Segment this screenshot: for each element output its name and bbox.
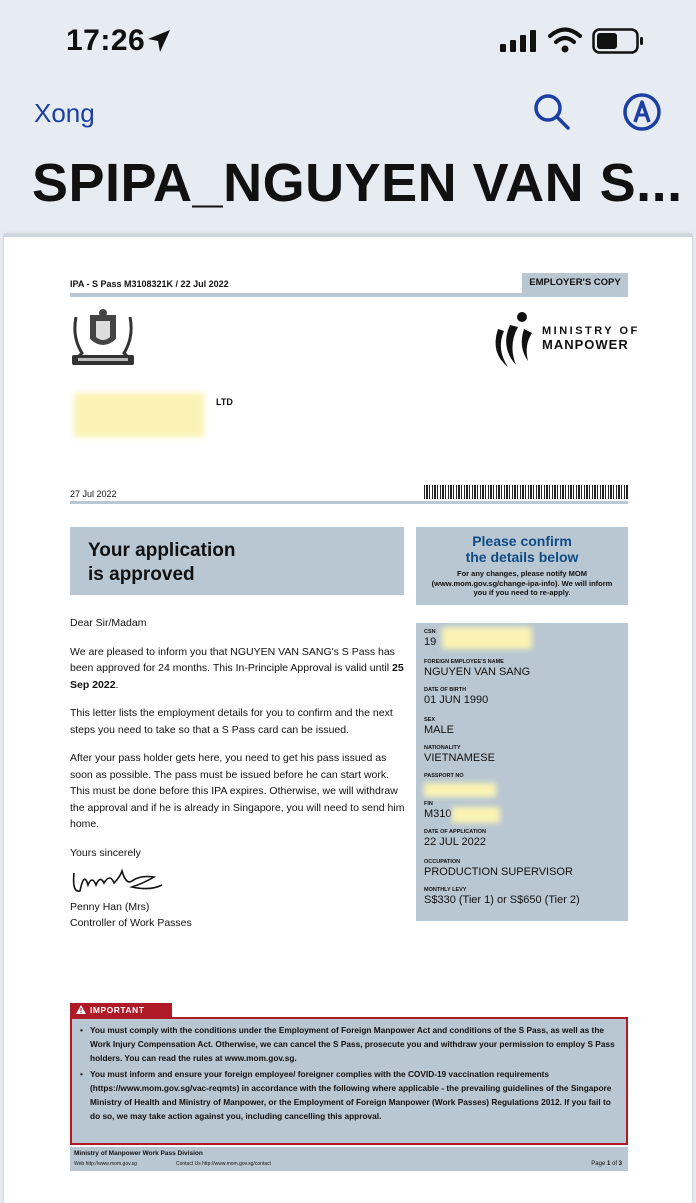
redacted-passport	[424, 783, 496, 797]
occupation-value: PRODUCTION SUPERVISOR	[424, 866, 573, 878]
paragraph-details: This letter lists the employment details for you to confirm and the next steps you need to take so that a S Pass card can be issued.	[70, 707, 393, 736]
page-mid: of	[610, 1161, 619, 1167]
important-list	[78, 1023, 618, 1123]
important-label: IMPORTANT	[90, 1005, 145, 1015]
ministry-logo-text	[542, 325, 640, 351]
cellular-signal-icon	[500, 30, 538, 57]
page-footer	[70, 1147, 628, 1171]
detail-dob	[424, 687, 488, 706]
occupation-label: OCCUPATION	[424, 859, 461, 865]
markup-pen-icon[interactable]	[622, 92, 662, 137]
battery-icon	[592, 28, 646, 59]
csn-value: 19	[424, 636, 437, 648]
levy-value: S$330 (Tier 1) or S$650 (Tier 2)	[424, 894, 580, 906]
redacted-fin	[452, 807, 500, 823]
header-reference: IPA - S Pass M3108321K / 22 Jul 2022	[70, 279, 229, 289]
nationality-value: VIETNAMESE	[424, 752, 495, 764]
levy-label: MONTHLY LEVY	[424, 887, 467, 893]
detail-fin	[424, 801, 452, 820]
sex-label: SEX	[424, 717, 436, 723]
paragraph-approval-end: .	[115, 678, 119, 691]
ministry-logo-icon	[488, 309, 540, 378]
important-item: • You must comply with the conditions under the Employment of Foreign Manpower Act and conditions of the S Pass, as well as the Work Injury Compensation Act. Otherwise, we can cancel the S Pass, prosecute you and withdraw your permission to employ S Pass holders. You can read the rules at www.mom.gov.sg.	[78, 1023, 618, 1065]
copy-label: EMPLOYER'S COPY	[522, 273, 628, 293]
dob-label: DATE OF BIRTH	[424, 687, 467, 693]
footer-page-number	[591, 1161, 622, 1167]
employee-details-panel	[416, 623, 628, 921]
letter-date: 27 Jul 2022	[70, 489, 117, 499]
confirm-title: Please confirm the details below	[465, 533, 579, 565]
closing: Yours sincerely	[70, 846, 141, 859]
name-label: FOREIGN EMPLOYEE'S NAME	[424, 659, 504, 665]
barcode	[424, 485, 628, 499]
fin-label: FIN	[424, 801, 433, 807]
logo-line-1: MINISTRY OF	[542, 325, 640, 337]
salutation: Dear Sir/Madam	[70, 617, 147, 629]
csn-label: CSN	[424, 629, 436, 635]
status-time: 17:26	[66, 24, 146, 57]
paragraph-approval	[70, 644, 406, 694]
nav-bar	[0, 80, 696, 150]
doa-label: DATE OF APPLICATION	[424, 829, 486, 835]
name-value: NGUYEN VAN SANG	[424, 666, 531, 678]
footer-web: Web http://www.mom.gov.sg	[74, 1161, 137, 1167]
footer-contact: Contact Us http://www.mom.gov.sg/contact	[176, 1161, 271, 1167]
paragraph-approval-text: We are pleased to inform you that NGUYEN VAN SANG's S Pass has been approved for 24 months. This In-Principle Approval is valid until	[70, 645, 395, 674]
logo-line-2: MANPOWER	[542, 337, 629, 352]
warning-icon	[76, 1005, 86, 1014]
redacted-address	[74, 393, 204, 437]
important-box	[70, 1017, 628, 1145]
redacted-csn	[442, 627, 532, 649]
page-current: 1	[606, 1161, 611, 1167]
singapore-crest-icon	[68, 307, 138, 374]
signer-name: Penny Han (Mrs)	[70, 901, 150, 913]
signature-icon	[70, 867, 166, 902]
confirm-note: For any changes, please notify MOM (www.mom.gov.sg/change-ipa-info). We will inform you if you need to re-apply.	[431, 569, 613, 597]
paragraph-instructions: After your pass holder gets here, you need to get his pass issued as soon as possible. The pass must be issued before he can start work. This must be done before this IPA expires. Otherwise, we will withdraw the approval and if he is already in Singapore, you will need to send him home.	[70, 752, 405, 830]
date-rule	[70, 501, 628, 504]
approved-banner	[70, 527, 404, 595]
approved-title: Your application is approved	[88, 540, 236, 585]
header-rule	[70, 293, 628, 297]
signer-title: Controller of Work Passes	[70, 917, 192, 929]
detail-name	[424, 659, 530, 678]
footer-division: Ministry of Manpower Work Pass Division	[74, 1150, 203, 1157]
address-company-suffix: LTD	[216, 397, 233, 407]
detail-sex	[424, 717, 454, 736]
wifi-icon	[548, 26, 582, 59]
detail-occupation	[424, 859, 573, 878]
dob-value: 01 JUN 1990	[424, 694, 489, 706]
important-tag	[70, 1003, 172, 1017]
important-item: • You must inform and ensure your foreign employee/ foreigner complies with the COVID-19 vaccination requirements (https://www.mom.gov.sg/vac-reqmts) in accordance with the following where applicable - the prevailing guidelines of the Singapore Ministry of Health and Ministry of Manpower, or the Employment of Foreign Manpower (Work Passes) Regulations 2012. If you fail to do so, we may take action against you, including cancelling this approval.	[78, 1067, 618, 1123]
signatory	[70, 899, 192, 931]
detail-application-date	[424, 829, 486, 848]
sex-value: MALE	[424, 724, 454, 736]
confirm-details-box	[416, 527, 628, 605]
doa-value: 22 JUL 2022	[424, 836, 486, 848]
page-total: 3	[618, 1161, 622, 1167]
fin-value: M310	[424, 808, 452, 820]
detail-passport	[424, 773, 464, 780]
passport-label: PASSPORT NO	[424, 773, 464, 779]
detail-nationality	[424, 745, 495, 764]
nationality-label: NATIONALITY	[424, 745, 461, 751]
search-icon[interactable]	[532, 92, 572, 137]
location-arrow-icon	[146, 28, 172, 59]
document-page[interactable]	[4, 234, 692, 1203]
status-bar	[0, 0, 696, 80]
done-button[interactable]: Xong	[34, 98, 95, 128]
detail-csn	[424, 629, 436, 648]
letter-body	[70, 615, 406, 873]
document-title: SPIPA_NGUYEN VAN S...	[32, 153, 683, 213]
detail-levy	[424, 887, 580, 906]
page-prefix: Page	[591, 1161, 607, 1167]
valid-until-date: 25 Sep 2022	[70, 662, 404, 691]
